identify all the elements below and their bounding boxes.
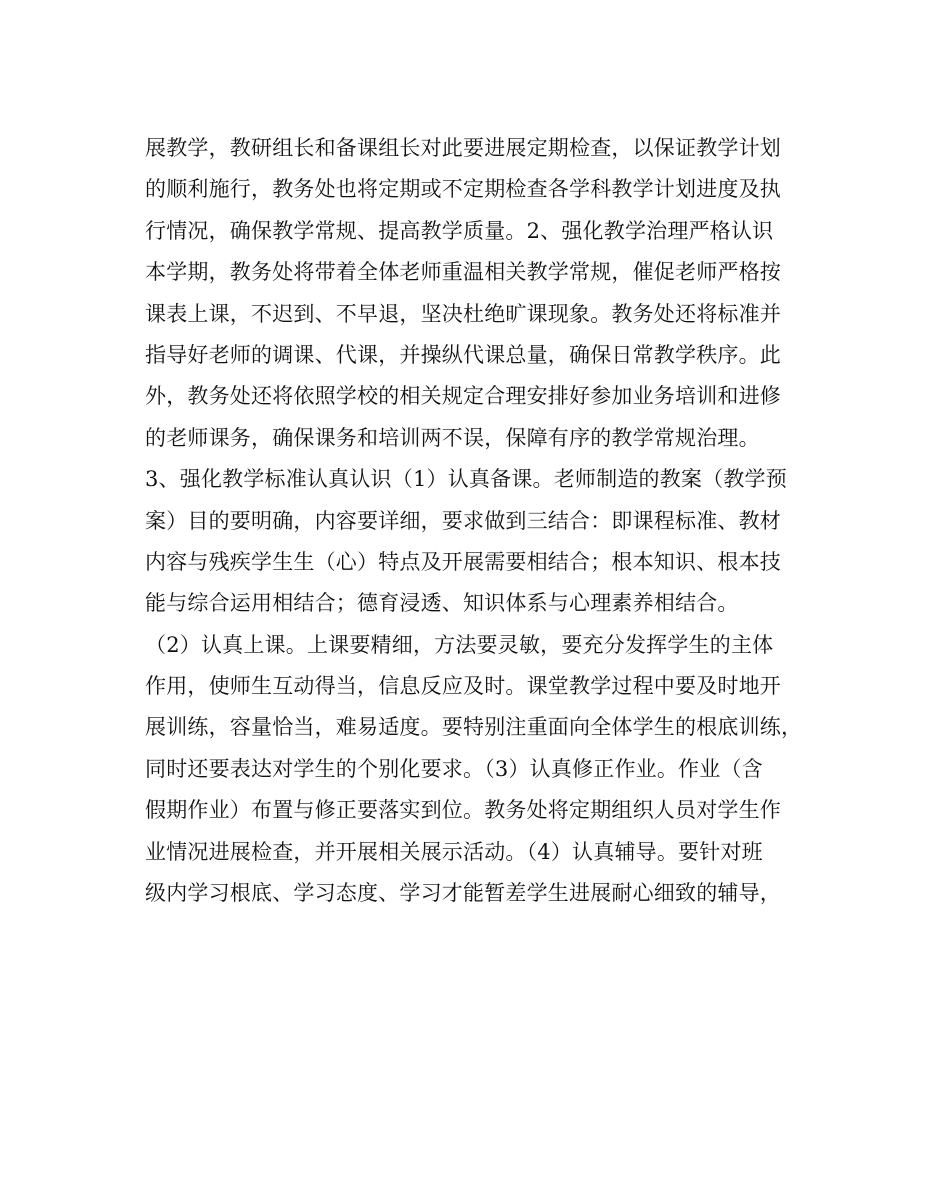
text-line: 案）目的要明确，内容要详细，要求做到三结合：即课程标准、教材 (145, 508, 781, 533)
text-line: 展训练，容量恰当，难易适度。要特别注重面向全体学生的根底训练， (145, 715, 803, 740)
text-line: 业情况进展检查，并开展相关展示活动。（4）认真辅导。要针对班 (145, 839, 763, 864)
text-line: 课表上课，不迟到、不早退，坚决杜绝旷课现象。教务处还将标准并 (145, 301, 781, 326)
text-line: 级内学习根底、学习态度、学习才能暂差学生进展耐心细致的辅导， (145, 881, 781, 906)
text-line: 外，教务处还将依照学校的相关规定合理安排好参加业务培训和进修 (145, 384, 781, 409)
text-line: 能与综合运用相结合；德育浸透、知识体系与心理素养相结合。 (145, 591, 739, 616)
body-text (145, 128, 825, 914)
text-line: 同时还要表达对学生的个别化要求。（3）认真修正作业。作业（含 (145, 756, 763, 781)
text-line: 展教学，教研组长和备课组长对此要进展定期检查，以保证教学计划 (145, 136, 781, 160)
text-line: 内容与残疾学生生（心）特点及开展需要相结合；根本知识、根本技 (145, 549, 781, 574)
text-line: 的老师课务，确保课务和培训两不误，保障有序的教学常规治理。 (145, 425, 760, 450)
text-line: 行情况，确保教学常规、提高教学质量。2、强化教学治理严格认识 (145, 218, 774, 243)
text-line: 的顺利施行，教务处也将定期或不定期检查各学科教学计划进度及执 (145, 177, 781, 202)
text-line: 假期作业）布置与修正要落实到位。教务处将定期组织人员对学生作 (145, 798, 781, 823)
text-line: 指导好老师的调课、代课，并操纵代课总量，确保日常教学秩序。此 (145, 342, 781, 367)
text-line: 本学期，教务处将带着全体老师重温相关教学常规，催促老师严格按 (145, 260, 781, 285)
text-line: （2）认真上课。上课要精细，方法要灵敏，要充分发挥学生的主体 (145, 632, 774, 657)
text-line: 3、强化教学标准认真认识（1）认真备课。老师制造的教案（教学预 (145, 467, 787, 492)
text-line: 作用，使师生互动得当，信息反应及时。课堂教学过程中要及时地开 (145, 674, 781, 699)
